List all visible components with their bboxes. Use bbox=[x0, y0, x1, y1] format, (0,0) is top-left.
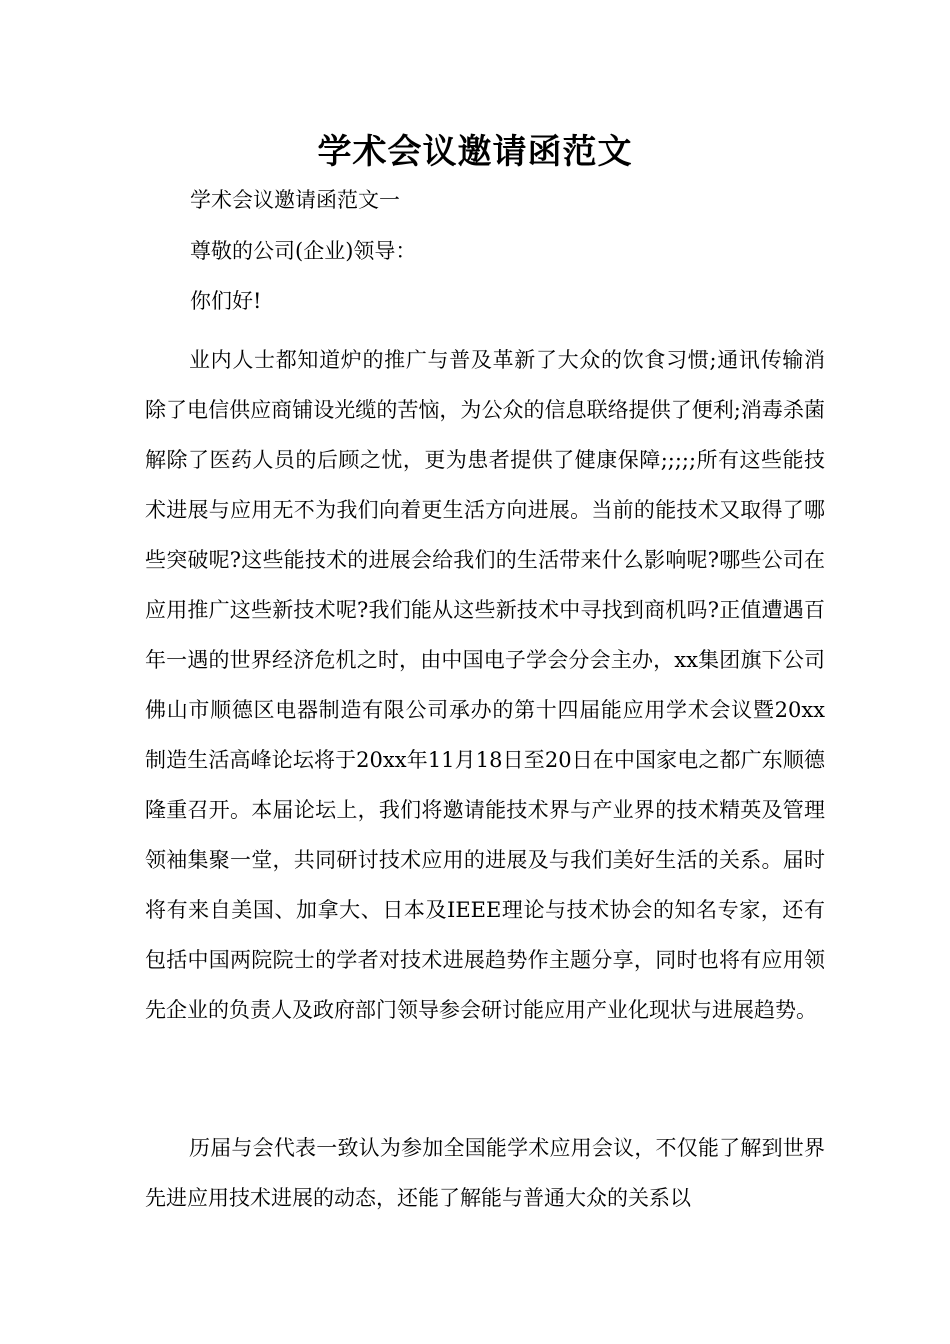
salutation: 尊敬的公司(企业)领导： bbox=[190, 239, 417, 263]
body-paragraph-1: 业内人士都知道炉的推广与普及革新了大众的饮食习惯;通讯传输消除了电信供应商铺设光缆的苦恼，为公众的信息联络提供了便利;消毒杀菌解除了医药人员的后顾之忧，更为患者提供了健康保障;;;;;所有这些能技术进展与应用无不为我们向着更生活方向进展。当前的能技术又取得了哪些突破呢?这些能技术的进展会给我们的生活带来什么影响呢?哪些公司在应用推广这些新技术呢?我们能从这些新技术中寻找到商机吗?正值遭遇百年一遇的世界经济危机之时，由中国电子学会分会主办，xx集团旗下公司佛山市顺德区电器制造有限公司承办的第十四届能应用学术会议暨20xx制造生活高峰论坛将于20xx年11月18日至20日在中国家电之都广东顺德隆重召开。本届论坛上，我们将邀请能技术界与产业界的技术精英及管理领袖集聚一堂，共同研讨技术应用的进展及与我们美好生活的关系。届时将有来自美国、加拿大、日本及IEEE理论与技术协会的知名专家，还有包括中国两院院士的学者对技术进展趋势作主题分享，同时也将有应用领先企业的负责人及政府部门领导参会研讨能应用产业化现状与进展趋势。 bbox=[145, 348, 825, 1022]
greeting: 你们好! bbox=[190, 289, 262, 313]
body-paragraph-2: 历届与会代表一致认为参加全国能学术应用会议，不仅能了解到世界先进应用技术进展的动态，还能了解能与普通大众的关系以 bbox=[145, 1136, 825, 1210]
document-subtitle: 学术会议邀请函范文一 bbox=[190, 188, 400, 212]
document-title: 学术会议邀请函范文 bbox=[317, 132, 633, 172]
